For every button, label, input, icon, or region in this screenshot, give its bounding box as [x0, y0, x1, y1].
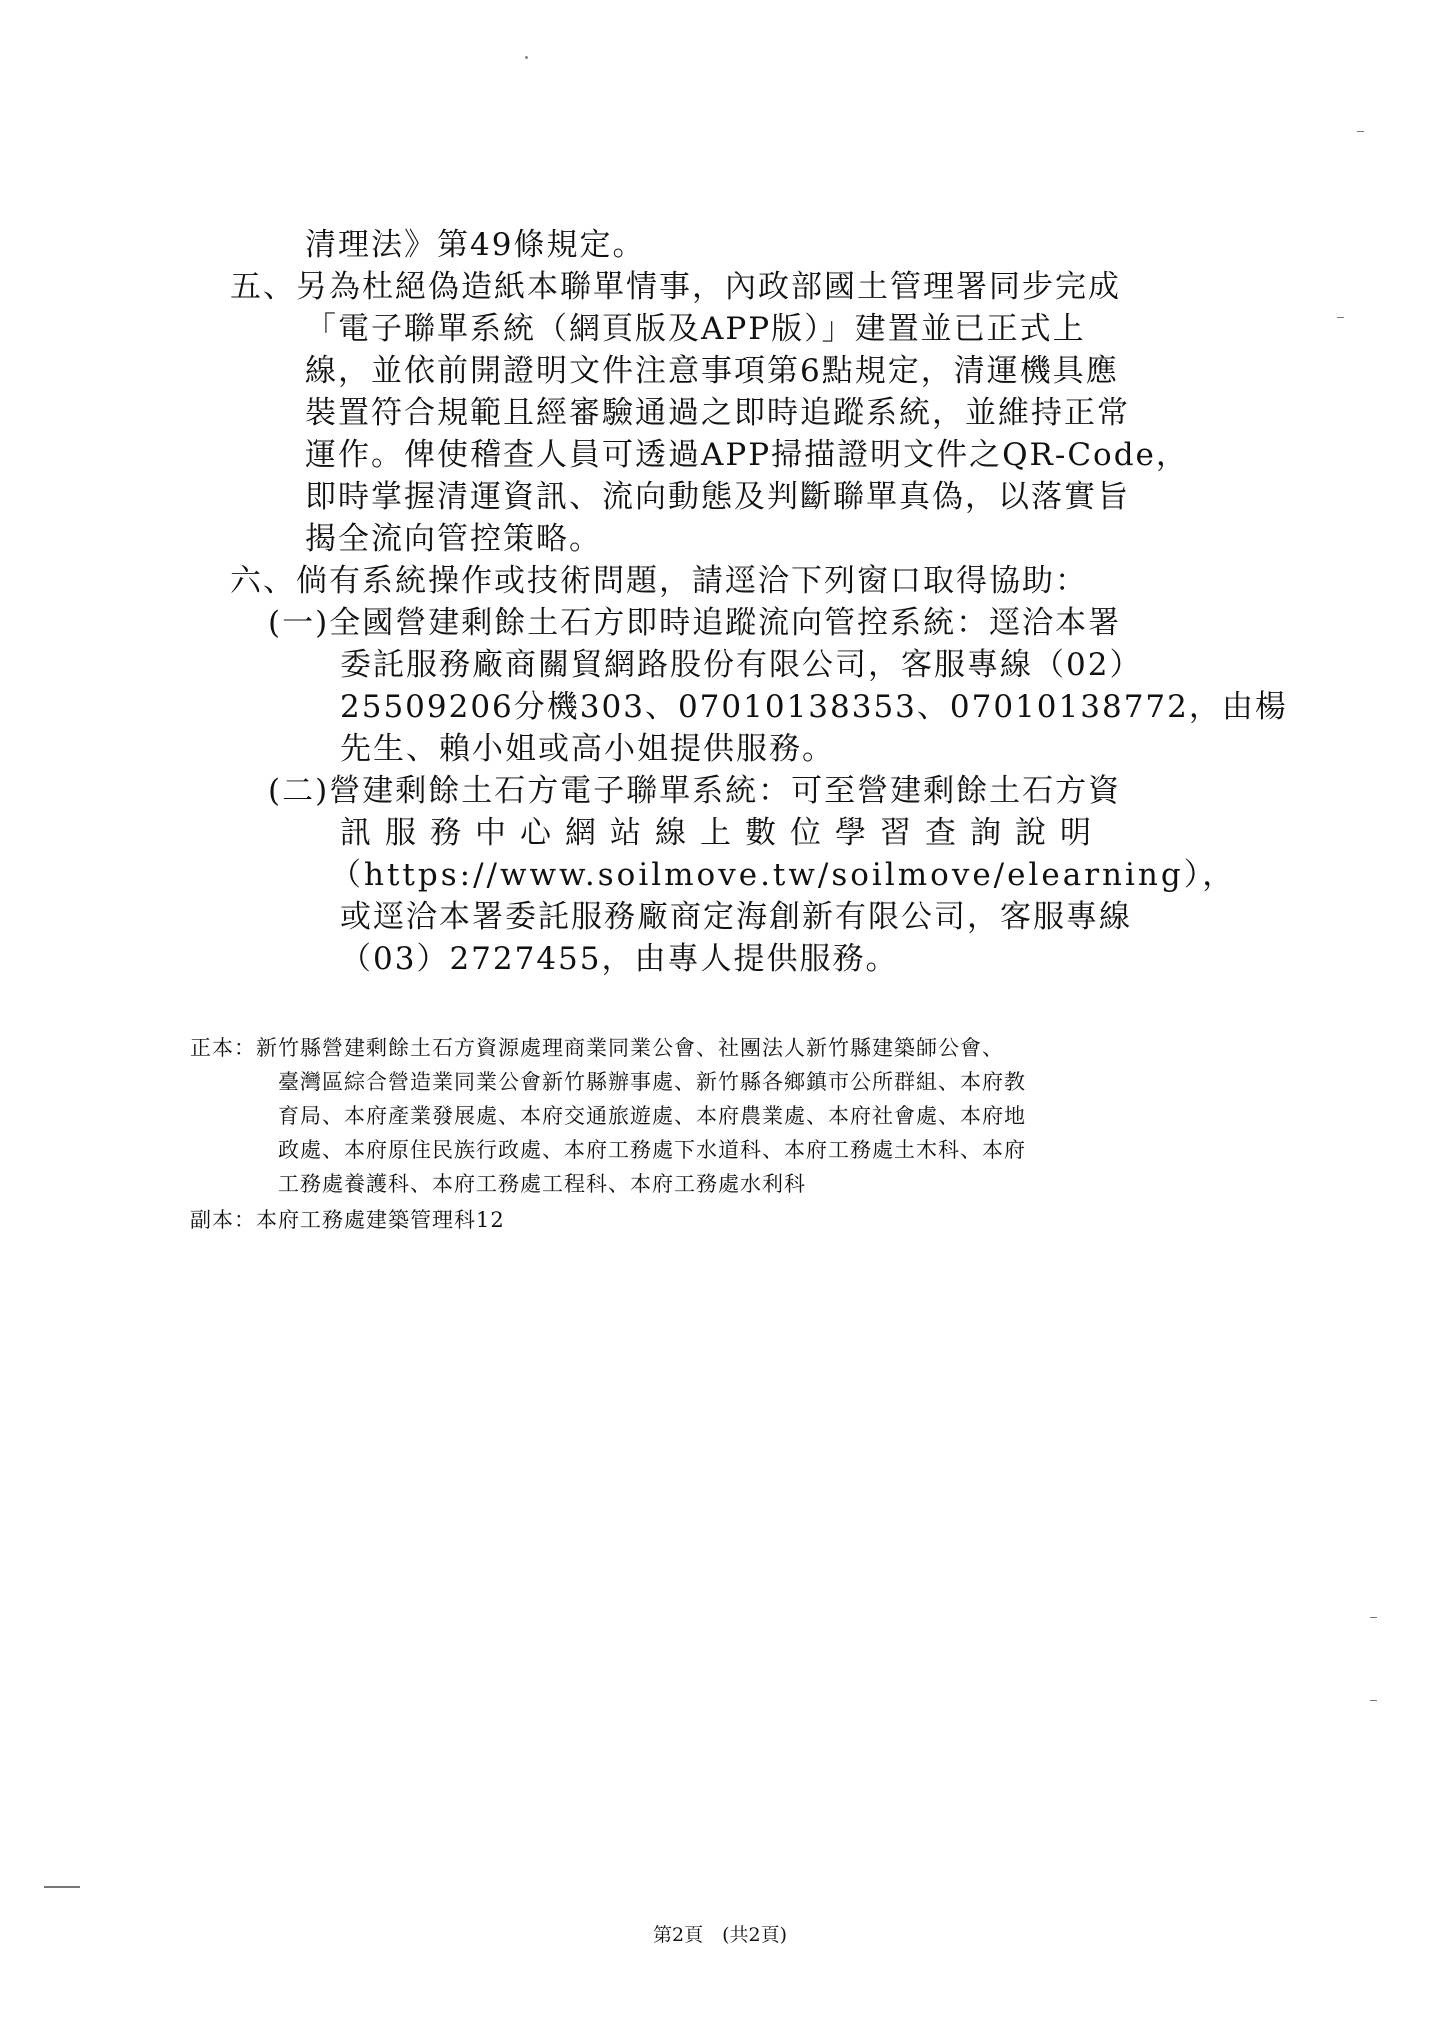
original-recipients-line: 正本：新竹縣營建剩餘土石方資源處理商業同業公會、社團法人新竹縣建築師公會、	[190, 1036, 1004, 1060]
body-line: 清理法》第49條規定。	[305, 227, 646, 263]
body-line: 先生、賴小姐或高小姐提供服務。	[340, 731, 835, 767]
body-line: 委託服務廠商關貿網路股份有限公司，客服專線（02）	[340, 647, 1143, 683]
original-recipients-line: 臺灣區綜合營造業同業公會新竹縣辦事處、新竹縣各鄉鎮市公所群組、本府教	[278, 1070, 1026, 1094]
page-number: 第2頁 (共2頁)	[652, 1924, 787, 1946]
scan-mark	[44, 1886, 80, 1888]
body-line: 揭全流向管控策略。	[305, 521, 602, 557]
subitem-2-heading-line: (二)營建剩餘土石方電子聯單系統：可至營建剩餘土石方資	[268, 773, 1122, 809]
scan-mark	[1337, 317, 1344, 318]
scan-mark	[1370, 1700, 1377, 1701]
copy-recipients-line: 副本：本府工務處建築管理科12	[190, 1208, 505, 1232]
body-line: 即時掌握清運資訊、流向動態及判斷聯單真偽，以落實旨	[305, 479, 1130, 515]
original-recipients-line: 政處、本府原住民族行政處、本府工務處下水道科、本府工務處土木科、本府	[278, 1138, 1026, 1162]
body-line: 訊服務中心網站線上數位學習查詢說明	[340, 815, 1105, 851]
body-line: 線，並依前開證明文件注意事項第6點規定，清運機具應	[305, 353, 1119, 389]
scan-mark	[1357, 131, 1364, 132]
scan-mark	[1370, 1617, 1377, 1618]
body-line: 「電子聯單系統（網頁版及APP版）」建置並已正式上	[305, 311, 1086, 347]
body-line: 運作。俾使稽查人員可透過APP掃描證明文件之QR-Code，	[305, 437, 1189, 473]
body-line: 或逕洽本署委託服務廠商定海創新有限公司，客服專線	[340, 899, 1132, 935]
original-recipients-line: 工務處養護科、本府工務處工程科、本府工務處水利科	[278, 1172, 806, 1196]
body-line: 裝置符合規範且經審驗通過之即時追蹤系統，並維持正常	[305, 395, 1130, 431]
body-line: （03）2727455，由專人提供服務。	[340, 941, 899, 977]
item-6-heading-line: 六、倘有系統操作或技術問題，請逕洽下列窗口取得協助：	[230, 563, 1088, 599]
item-5-heading-line: 五、另為杜絕偽造紙本聯單情事，內政部國土管理署同步完成	[230, 269, 1121, 305]
url-line: （https://www.soilmove.tw/soilmove/elearning），	[330, 857, 1237, 893]
scan-speck	[525, 56, 528, 59]
subitem-1-heading-line: (一)全國營建剩餘土石方即時追蹤流向管控系統：逕洽本署	[268, 605, 1122, 641]
original-recipients-line: 育局、本府產業發展處、本府交通旅遊處、本府農業處、本府社會處、本府地	[278, 1104, 1026, 1128]
body-line: 25509206分機303、07010138353、07010138772，由楊	[340, 689, 1288, 725]
